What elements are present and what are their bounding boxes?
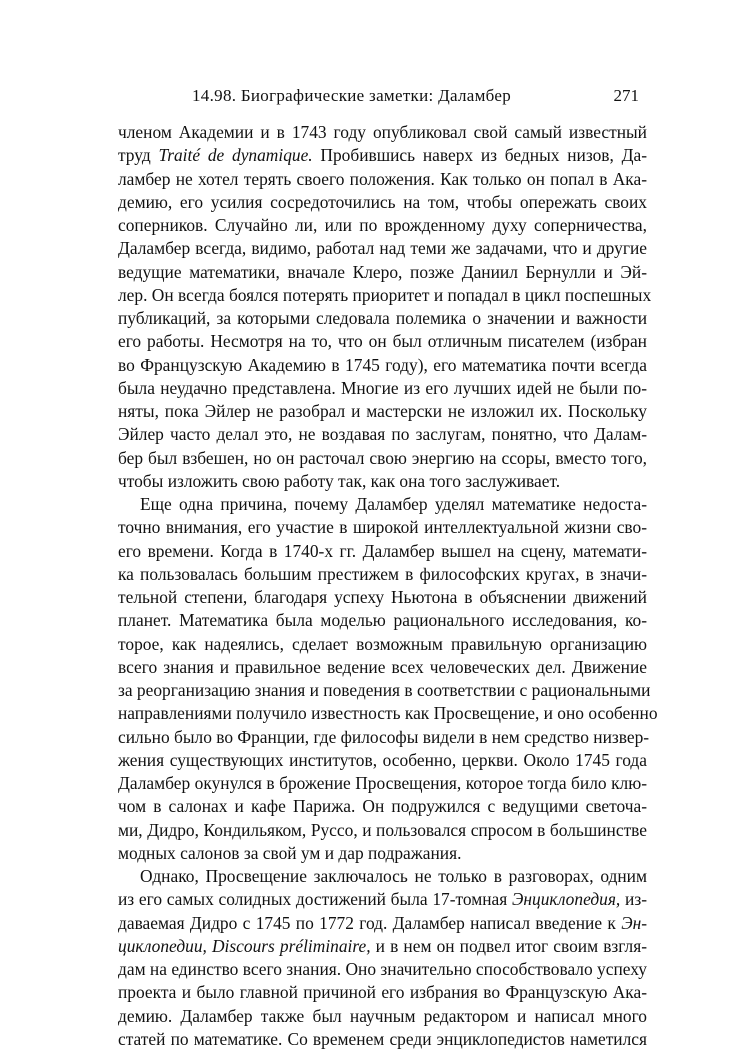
text-segment: Эйлер часто делал это, не воздавая по заслугам, понятно, что Далам-	[118, 424, 647, 445]
text-line	[118, 470, 647, 493]
text-line	[118, 377, 647, 400]
text-line	[118, 516, 647, 539]
text-line	[118, 168, 647, 191]
text-segment: ми, Дидро, Кондильяком, Руссо, и пользовался спросом в большинстве	[118, 819, 647, 840]
italic-text: Эн-	[621, 912, 647, 933]
running-head: 14.98. Биографические заметки: Даламбер	[192, 86, 512, 105]
text-segment: Даламбер окунулся в брожение Просвещения, которое тогда било клю-	[118, 773, 647, 793]
text-segment: труд	[118, 145, 159, 166]
text-line	[118, 958, 647, 981]
text-line	[118, 261, 647, 284]
text-segment: всего знания и правильное ведение всех человеческих дел. Движение	[118, 656, 647, 677]
text-line	[118, 842, 647, 865]
text-line	[118, 795, 647, 818]
text-line	[118, 563, 647, 586]
text-segment: направлениями получило известность как Просвещение, и оно особенно	[118, 703, 658, 724]
text-line	[118, 679, 651, 702]
text-segment: Еще одна причина, почему Даламбер уделял математике недоста-	[140, 494, 647, 514]
text-line	[118, 447, 647, 470]
text-segment: дам на единство всего знания. Оно значительно способствовало успеху	[118, 959, 647, 979]
text-line	[118, 609, 647, 632]
text-line	[118, 865, 647, 888]
text-line	[118, 1005, 647, 1028]
text-line	[118, 284, 652, 307]
text-line	[118, 633, 647, 656]
text-segment: модных салонов за свой ум и дар подражания.	[118, 842, 462, 863]
text-line	[118, 237, 647, 260]
text-line	[118, 354, 647, 377]
text-segment: чом в салонах и кафе Парижа. Он подружился с ведущими светоча-	[118, 796, 647, 817]
text-segment: и в нем он подвел итог своим взгля-	[370, 935, 647, 956]
text-line	[118, 819, 647, 842]
text-line	[118, 144, 647, 167]
text-line	[118, 935, 647, 958]
text-line	[118, 307, 647, 330]
text-segment: членом Академии и в 1743 году опубликовал свой самый известный	[118, 122, 647, 142]
text-segment: демию. Даламбер также был научным редактором и написал много	[118, 1005, 647, 1026]
text-line	[118, 540, 647, 563]
text-line	[118, 1028, 647, 1051]
text-line	[118, 912, 647, 935]
text-segment: ка пользовалась большим престижем в философских кругах, в значи-	[118, 563, 647, 584]
text-segment: тельной степени, благодаря успеху Ньютона в объяснении движений	[118, 587, 647, 607]
page-header	[118, 86, 647, 110]
text-segment: сильно было во Франции, где философы видели в нем средство низвер-	[118, 726, 650, 747]
text-segment: бер был взбешен, но он расточал свою энергию на ссоры, вместо того,	[118, 447, 647, 468]
text-segment: даваемая Дидро с 1745 по 1772 год. Даламбер написал введение к	[118, 912, 622, 933]
text-line	[118, 656, 647, 679]
text-segment: его работы. Несмотря на то, что он был отличным писателем (избран	[118, 331, 647, 352]
paragraph	[118, 121, 652, 493]
text-segment: за реорганизацию знания и поведения в соответствии с рациональными	[118, 680, 651, 700]
text-segment: торое, как надеялись, сделает возможным правильную организацию	[118, 633, 647, 654]
text-segment: публикаций, за которыми следовала полемика о значении и важности	[118, 308, 647, 328]
text-segment: Даламбер всегда, видимо, работал над теми же задачами, что и другие	[118, 238, 647, 259]
text-segment: статей по математике. Со временем среди энциклопедистов наметился	[118, 1028, 647, 1049]
text-line	[118, 888, 647, 911]
text-segment: Пробившись наверх из бедных низов, Да-	[312, 145, 647, 166]
text-segment: из-	[620, 889, 647, 910]
text-segment: во Французскую Академию в 1745 году), его математика почти всегда	[118, 354, 647, 375]
text-segment: няты, пока Эйлер не разобрал и мастерски не изложил их. Поскольку	[118, 401, 647, 421]
text-segment: демию, его усилия сосредоточились на том, чтобы опережать своих	[118, 191, 647, 212]
text-segment: жения существующих институтов, особенно, церкви. Около 1745 года	[118, 749, 647, 770]
text-segment: лер. Он всегда боялся потерять приоритет и попадал в цикл поспешных	[118, 284, 652, 305]
paragraph	[118, 493, 658, 865]
text-segment: соперников. Случайно ли, или по врожденному духу соперничества,	[118, 215, 647, 235]
text-segment: точно внимания, его участие в широкой интеллектуальной жизни сво-	[118, 517, 647, 538]
page-number: 271	[613, 86, 639, 105]
text-segment: планет. Математика была моделью рационального исследования, ко-	[118, 610, 647, 631]
text-line	[118, 702, 658, 725]
italic-text: Traité de dynamique.	[158, 145, 313, 166]
text-segment: Однако, Просвещение заключалось не только в разговорах, одним	[140, 866, 647, 886]
text-line	[118, 493, 647, 516]
text-line	[118, 330, 647, 353]
body-text	[118, 121, 658, 1051]
text-segment: чтобы изложить свою работу так, как она того заслуживает.	[118, 470, 561, 491]
text-line	[118, 772, 647, 795]
text-line	[118, 400, 647, 423]
text-segment: была неудачно представлена. Многие из его лучших идей не были по-	[118, 377, 647, 398]
text-line	[118, 749, 647, 772]
italic-text: циклопедии, Discours préliminaire,	[118, 935, 371, 956]
text-line	[118, 214, 647, 237]
text-line	[118, 726, 650, 749]
paragraph	[118, 865, 647, 1051]
text-segment: ведущие математики, вначале Клеро, позже Даниил Бернулли и Эй-	[118, 261, 647, 282]
italic-text: Энциклопедия,	[512, 889, 621, 910]
text-line	[118, 423, 647, 446]
text-line	[118, 191, 647, 214]
text-segment: его времени. Когда в 1740-х гг. Даламбер вышел на сцену, математи-	[118, 540, 647, 561]
text-segment: ламбер не хотел терять своего положения. Как только он попал в Ака-	[118, 168, 647, 189]
text-segment: проекта и было главной причиной его избрания во Французскую Ака-	[118, 982, 647, 1003]
text-line	[118, 981, 647, 1004]
text-line	[118, 586, 647, 609]
text-segment: из его самых солидных достижений была 17-томная	[118, 889, 512, 910]
text-line	[118, 121, 647, 144]
